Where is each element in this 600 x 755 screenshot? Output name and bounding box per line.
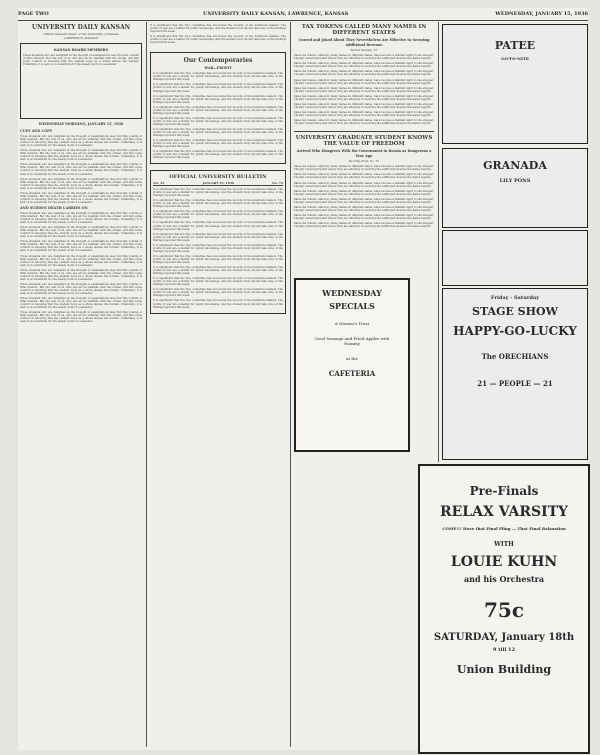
bulletin-title: OFFICIAL UNIVERSITY BULLETIN [169, 174, 267, 181]
issue-date: WEDNESDAY MORNING, JANUARY 15, 1936 [38, 122, 124, 126]
staff-text: Those students who are delighted at the thought of examinations may find this column of little interest. But the rest of us, who are all too familiar with the ordeal, will find some comfort in knowing that the student body as a whole shares the burden. Cramming, it is said, is no substitute for the steady work of a semester. [23, 54, 139, 67]
wednesday-line1: A Women's Treat [334, 321, 370, 326]
wednesday-line2: Good Sausage and Fried Apples with Hominy [314, 336, 390, 346]
bulletin-vol: Vol. 35 [153, 181, 165, 185]
masthead-subtitle: Official Student Paper of the University of Kansas [43, 32, 119, 36]
patee-sub: GO-TO-NITE [501, 56, 529, 61]
dickinson-ad [442, 230, 588, 286]
contemporaries-heading: Our Contemporaries [183, 57, 253, 65]
editorial-body-2b: Those students who are delighted at the thought of examinations may find this column of little interest. But the rest of us, who are all too familiar with the ordeal, will find some comfort in knowing that the student body as a whole shares the burden. Cramming, it is said, is no substitute for the steady work of a semester. [20, 226, 142, 239]
bulletin-body-e: It is significant that the Nye committee has uncovered the records of the munitions makers. The profits of war are a matter for public knowledge, and the student body should take note of the findings reported this week. [153, 232, 283, 242]
editorial-body-2d: Those students who are delighted at the thought of examinations may find this column of little interest. But the rest of us, who are all too familiar with the ordeal, will find some comfort in knowing that the student body as a whole shares the burden. Cramming, it is said, is no substitute for the steady work of a semester. [20, 254, 142, 267]
varsity-feature1: STAGE SHOW [472, 305, 558, 318]
bulletin-body-h: It is significant that the Nye committee has uncovered the records of the munitions makers. The profits of war are a matter for public knowledge, and the student body should take note of the findings reported this week. [153, 266, 283, 276]
second-column [150, 24, 286, 748]
tax-body: Sales tax tokens, called by many names in different states, have become a familiar sight to the shopper. Though cursed and joked about, they are effective in securing the additional revenue the states require. [294, 54, 434, 61]
column-rule [438, 22, 439, 462]
paper-title: UNIVERSITY DAILY KANSAN, LAWRENCE, KANSAS [203, 11, 349, 17]
bulletin-dateline [153, 182, 283, 186]
editorial-heading-2: AND SUDDEN DEATH CARRIES ON [20, 205, 88, 210]
editorial-body-1c: Those students who are delighted at the thought of examinations may find this column of little interest. But the rest of us, who are all too familiar with the ordeal, will find some comfort in knowing that the student body as a whole shares the burden. Cramming, it is said, is no substitute for the steady work of a semester. [20, 163, 142, 176]
bulletin-body-f: It is significant that the Nye committee has uncovered the records of the munitions makers. The profits of war are a matter for public knowledge, and the student body should take note of the findings reported this week. [153, 243, 283, 253]
contemporaries-body-c: It is significant that the Nye committee has uncovered the records of the munitions makers. The profits of war are a matter for public knowledge, and the student body should take note of the findings reported this week. [153, 94, 283, 104]
contemporaries-body: It is significant that the Nye committee has uncovered the records of the munitions makers. The profits of war are a matter for public knowledge, and the student body should take note of the findings reported this week. [153, 72, 283, 82]
graduate-body-f: Sales tax tokens, called by many names in different states, have become a familiar sight to the shopper. Though cursed and joked about, they are effective in securing the additional revenue the states require. [294, 205, 434, 212]
bulletin-body-d: It is significant that the Nye committee has uncovered the records of the munitions makers. The profits of war are a matter for public knowledge, and the student body should take note of the findings reported this week. [153, 221, 283, 231]
page-label: PAGE TWO [18, 11, 49, 17]
ad-line10: Union Building [456, 663, 552, 676]
tax-deck: Cursed and Joked About They Nevertheless Are Effective in Securing Additional Revenue [298, 38, 430, 47]
tax-body-f: Sales tax tokens, called by many names in different states, have become a familiar sight to the shopper. Though cursed and joked about, they are effective in securing the additional revenue the states require. [294, 94, 434, 101]
bulletin-body-i: It is significant that the Nye committee has uncovered the records of the munitions makers. The profits of war are a matter for public knowledge, and the student body should take note of the findings reported this week. [153, 277, 283, 287]
bulletin-body-b: It is significant that the Nye committee has uncovered the records of the munitions makers. The profits of war are a matter for public knowledge, and the student body should take note of the findings reported this week. [153, 199, 283, 209]
bulletin-body-g: It is significant that the Nye committee has uncovered the records of the munitions makers. The profits of war are a matter for public knowledge, and the student body should take note of the findings reported this week. [153, 254, 283, 264]
editorial-body-2f: Those students who are delighted at the thought of examinations may find this column of little interest. But the rest of us, who are all too familiar with the ordeal, will find some comfort in knowing that the student body as a whole shares the burden. Cramming, it is said, is no substitute for the steady work of a semester. [20, 282, 142, 296]
newspaper-page [18, 8, 588, 750]
wednesday-title: WEDNESDAY [322, 288, 382, 298]
tax-body-c: Sales tax tokens, called by many names in different states, have become a familiar sight to the shopper. Though cursed and joked about, they are effective in securing the additional revenue the states require. [294, 70, 434, 77]
patee-ad [442, 24, 588, 144]
ad-line3: COME!!! Have that Final Fling — That Final Relaxation [442, 526, 566, 531]
graduate-body-c: Sales tax tokens, called by many names in different states, have become a familiar sight to the shopper. Though cursed and joked about, they are effective in securing the additional revenue the states require. [294, 181, 434, 188]
graduate-body-b: Sales tax tokens, called by many names in different states, have become a familiar sight to the shopper. Though cursed and joked about, they are effective in securing the additional revenue the states require. [294, 173, 434, 180]
graduate-body-h: Sales tax tokens, called by many names in different states, have become a familiar sight to the shopper. Though cursed and joked about, they are effective in securing the additional revenue the states require. [294, 221, 434, 229]
col2-lead: It is significant that the Nye committee has uncovered the records of the munitions makers. The profits of war are a matter for public knowledge, and the student body should take note of the findings reported this week. [150, 24, 286, 34]
ad-line4: WITH [494, 541, 514, 548]
contemporaries-body-h: It is significant that the Nye committee has uncovered the records of the munitions makers. The profits of war are a matter for public knowledge, and the student body should take note of the findings reported this week. [153, 150, 283, 160]
staff-box [20, 43, 142, 119]
graduate-body: Sales tax tokens, called by many names in different states, have become a familiar sight to the shopper. Though cursed and joked about, they are effective in securing the additional revenue the states require. [294, 165, 434, 172]
editorial-body-1b: Those students who are delighted at the thought of examinations may find this column of little interest. But the rest of us, who are all too familiar with the ordeal, will find some comfort in knowing that the student body as a whole shares the burden. Cramming, it is said, is no substitute for the steady work of a semester. [20, 149, 142, 162]
editorial-body-2: Those students who are delighted at the thought of examinations may find this column of little interest. But the rest of us, who are all too familiar with the ordeal, will find some comfort in knowing that the student body as a whole shares the burden. Cramming, it is said, is no substitute for the steady work of a semester. [20, 211, 142, 225]
ad-line2: RELAX VARSITY [439, 504, 569, 520]
tax-body-g: Sales tax tokens, called by many names in different states, have become a familiar sight to the shopper. Though cursed and joked about, they are effective in securing the additional revenue the states require. [294, 102, 434, 109]
tax-body-i: Sales tax tokens, called by many names in different states, have become a familiar sight to the shopper. Though cursed and joked about, they are effective in securing the additional revenue the states require. [294, 118, 434, 126]
tax-headline: TAX TOKENS CALLED MANY NAMES IN DIFFERENT STATES [301, 24, 427, 36]
editorial-body-2c: Those students who are delighted at the thought of examinations may find this column of little interest. But the rest of us, who are all too familiar with the ordeal, will find some comfort in knowing that the student body as a whole shares the burden. Cramming, it is said, is no substitute for the steady work of a semester. [20, 240, 142, 253]
page-header [18, 8, 588, 21]
dickinson-title: DICKINSON [497, 235, 533, 241]
tax-byline: Marion Mcnulty, '37 [350, 49, 378, 53]
ad-line6: and his Orchestra [463, 574, 545, 584]
ad-line9: 9 till 12 [493, 647, 515, 653]
editorial-body-2e: Those students who are delighted at the thought of examinations may find this column of little interest. But the rest of us, who are all too familiar with the ordeal, will find some comfort in knowing that the student body as a whole shares the burden. Cramming, it is said, is no substitute for the steady work of a semester. [20, 268, 142, 281]
ad-line8: SATURDAY, January 18th [433, 632, 575, 643]
bulletin-body-j: It is significant that the Nye committee has uncovered the records of the munitions makers. The profits of war are a matter for public knowledge, and the student body should take note of the findings reported this week. [153, 288, 283, 298]
wednesday-at: at the [346, 356, 358, 361]
ad-line1: Pre-Finals [469, 484, 539, 498]
varsity-feature2: HAPPY-GO-LUCKY [453, 324, 577, 338]
editorial-body-1: Those students who are delighted at the thought of examinations may find this column of little interest. But the rest of us, who are all too familiar with the ordeal, will find some comfort in knowing that the student body as a whole shares the burden. Cramming, it is said, is no substitute for the steady work of a semester. [20, 135, 142, 148]
varsity-sub: Friday - Saturday [490, 295, 540, 301]
dickinson-feature: MISS PACIFIC FLEET [466, 244, 564, 254]
graduate-body-e: Sales tax tokens, called by many names in different states, have become a familiar sight to the shopper. Though cursed and joked about, they are effective in securing the additional revenue the states require. [294, 197, 434, 204]
graduate-byline: By Cindy Bond, Sr., '37 [348, 160, 380, 164]
left-column [20, 24, 142, 748]
editorial-heading-1: CUFF AND COPY [20, 129, 53, 133]
contemporaries-body-e: It is significant that the Nye committee has uncovered the records of the munitions makers. The profits of war are a matter for public knowledge, and the student body should take note of the findings reported this week. [153, 116, 283, 126]
masthead-title: UNIVERSITY DAILY KANSAN [31, 24, 131, 31]
relax-varsity-ad [418, 464, 590, 754]
granada-feature: LILY PONS [499, 178, 531, 184]
contemporaries-box [150, 52, 286, 164]
ad-line5: LOUIE KUHN [450, 554, 558, 570]
header-date: WEDNESDAY, JANUARY 15, 1936 [495, 11, 588, 17]
editorial-body-2h: Those students who are delighted at the thought of examinations may find this column of little interest. But the rest of us, who are all too familiar with the ordeal, will find some comfort in knowing that the student body as a whole shares the burden. Cramming, it is said, is no substitute for the steady work of a semester. [20, 311, 142, 324]
contemporaries-body-g: It is significant that the Nye committee has uncovered the records of the munitions makers. The profits of war are a matter for public knowledge, and the student body should take note of the findings reported this week. [153, 139, 283, 149]
graduate-deck: Arrived Who Disagrees With the Government in Russia as Dangerous a Year Ago [296, 149, 432, 158]
bulletin-body: It is significant that the Nye committee has uncovered the records of the munitions makers. The profits of war are a matter for public knowledge, and the student body should take note of the findings reported this week. [153, 188, 283, 198]
tax-body-d: Sales tax tokens, called by many names in different states, have become a familiar sight to the shopper. Though cursed and joked about, they are effective in securing the additional revenue the states require. [294, 78, 434, 85]
editorial-body-1e: Those students who are delighted at the thought of examinations may find this column of little interest. But the rest of us, who are all too familiar with the ordeal, will find some comfort in knowing that the student body as a whole shares the burden. Cramming, it is said, is no substitute for the steady work of a semester. [20, 191, 142, 204]
ad-line7: 75c [483, 598, 524, 622]
tax-body-b: Sales tax tokens, called by many names in different states, have become a familiar sight to the shopper. Though cursed and joked about, they are effective in securing the additional revenue the states require. [294, 62, 434, 69]
tax-body-e: Sales tax tokens, called by many names in different states, have become a familiar sight to the shopper. Though cursed and joked about, they are effective in securing the additional revenue the states require. [294, 86, 434, 93]
graduate-headline: UNIVERSITY GRADUATE STUDENT KNOWS THE VALUE OF FREEDOM [294, 131, 434, 147]
wednesday-sub: SPECIALS [329, 301, 375, 311]
granada-title: GRANADA [483, 159, 547, 172]
column-rule [290, 22, 291, 747]
editorial-body-1d: Those students who are delighted at the thought of examinations may find this column of little interest. But the rest of us, who are all too familiar with the ordeal, will find some comfort in knowing that the student body as a whole shares the burden. Cramming, it is said, is no substitute for the steady work of a semester. [20, 177, 142, 190]
masthead-city: LAWRENCE, KANSAS [64, 35, 98, 40]
wednesday-specials-ad [294, 278, 410, 452]
contemporaries-body-f: It is significant that the Nye committee has uncovered the records of the munitions makers. The profits of war are a matter for public knowledge, and the student body should take note of the findings reported this week. [153, 127, 283, 138]
granada-ad [442, 148, 588, 228]
graduate-body-g: Sales tax tokens, called by many names in different states, have become a familiar sight to the shopper. Though cursed and joked about, they are effective in securing the additional revenue the states require. [294, 213, 434, 220]
bulletin-body-c: It is significant that the Nye committee has uncovered the records of the munitions makers. The profits of war are a matter for public knowledge, and the student body should take note of the findings reported this week. [153, 210, 283, 220]
editorial-body-2g: Those students who are delighted at the thought of examinations may find this column of little interest. But the rest of us, who are all too familiar with the ordeal, will find some comfort in knowing that the student body as a whole shares the burden. Cramming, it is said, is no substitute for the steady work of a semester. [20, 297, 142, 310]
contemporaries-sub: WAR—PROFIT [204, 66, 232, 71]
staff-heading: KANSAN BOARD MEMBERS [53, 48, 109, 52]
bulletin-body-k: It is significant that the Nye committee has uncovered the records of the munitions makers. The profits of war are a matter for public knowledge, and the student body should take note of the findings reported this week. [153, 299, 283, 309]
patee-title: PATEE [494, 39, 536, 52]
wednesday-place: CAFETERIA [328, 369, 376, 378]
tax-body-h: Sales tax tokens, called by many names in different states, have become a familiar sight to the shopper. Though cursed and joked about, they are effective in securing the additional revenue the states require. [294, 110, 434, 117]
contemporaries-body-d: It is significant that the Nye committee has uncovered the records of the munitions makers. The profits of war are a matter for public knowledge, and the student body should take note of the findings reported this week. [153, 105, 283, 115]
varsity-price: 21 — PEOPLE — 21 [477, 379, 553, 388]
graduate-body-d: Sales tax tokens, called by many names in different states, have become a familiar sight to the shopper. Though cursed and joked about, they are effective in securing the additional revenue the states require. [294, 189, 434, 196]
column-rule [146, 22, 147, 747]
col2-lead-b: It is significant that the Nye committee has uncovered the records of the munitions makers. The profits of war are a matter for public knowledge, and the student body should take note of the findings reported this week. [150, 35, 286, 45]
varsity-theater-ad [442, 288, 588, 460]
contemporaries-body-b: It is significant that the Nye committee has uncovered the records of the munitions makers. The profits of war are a matter for public knowledge, and the student body should take note of the findings reported this week. [153, 83, 283, 93]
bulletin-box [150, 170, 286, 313]
bulletin-date: JANUARY 15, 1936 [202, 181, 235, 185]
bulletin-no: No. 74 [272, 181, 283, 185]
varsity-line: The ORECHIANS [481, 352, 549, 361]
